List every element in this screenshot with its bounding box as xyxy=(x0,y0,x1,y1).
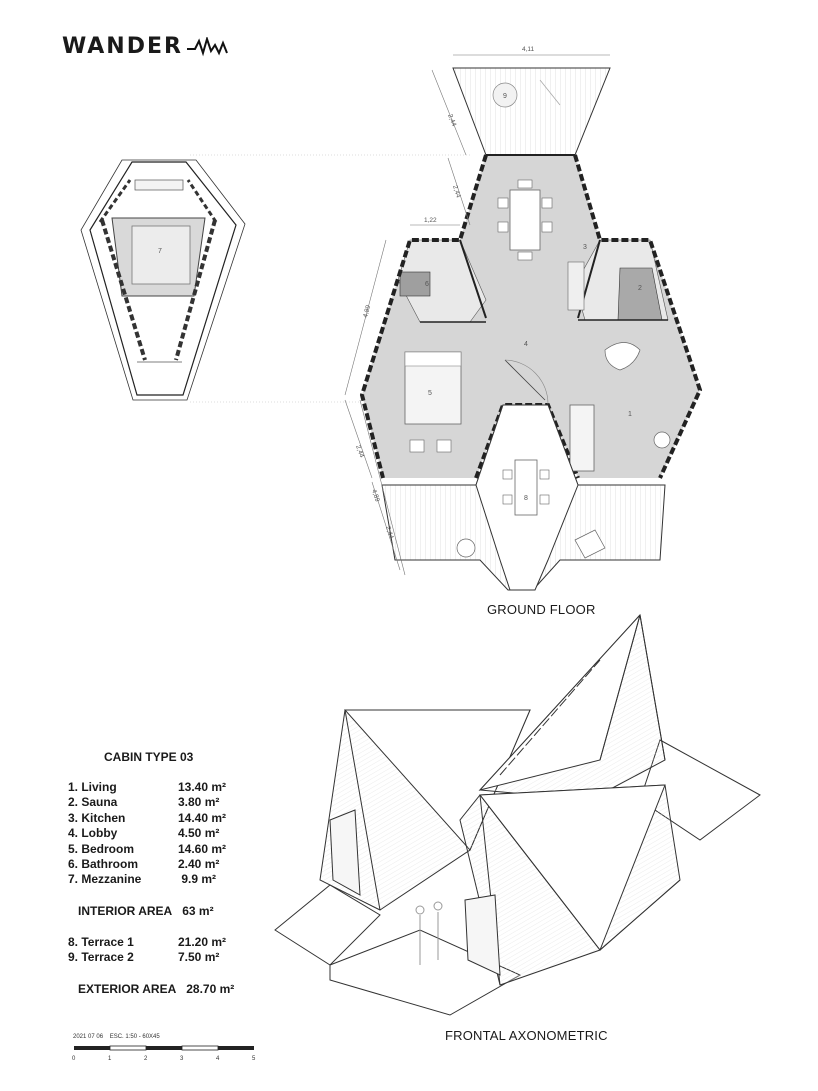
scale-tick: 1 xyxy=(108,1056,112,1062)
scale-tick: 0 xyxy=(72,1056,76,1062)
schedule-row xyxy=(68,826,219,840)
schedule-row xyxy=(68,857,219,871)
room-area: 3.80 m² xyxy=(178,795,220,809)
room-number-kitchen: 3 xyxy=(583,244,587,251)
room-name: 3. Kitchen xyxy=(68,811,126,825)
dimension-d4: 4,89 xyxy=(362,304,373,319)
scale-tick: 5 xyxy=(252,1056,256,1062)
scale-tick: 3 xyxy=(180,1056,184,1062)
interior-area-value: 63 m² xyxy=(182,904,214,918)
scale-info xyxy=(73,1034,160,1040)
exterior-area-summary xyxy=(78,982,234,996)
room-number-sauna: 2 xyxy=(638,285,642,292)
room-name: 2. Sauna xyxy=(68,795,118,809)
drawing-date: 2021 07 06 xyxy=(73,1034,104,1040)
room-area: 14.40 m² xyxy=(178,811,227,825)
dimension-top-width: 4,11 xyxy=(522,46,535,53)
room-number-terrace2: 9 xyxy=(503,93,507,100)
room-name: 5. Bedroom xyxy=(68,842,135,856)
ground-floor-plan xyxy=(345,55,700,590)
scale-bar xyxy=(72,1043,267,1063)
room-area: 9.9 m² xyxy=(178,872,217,886)
scale-tick: 4 xyxy=(216,1056,220,1062)
dimension-d5: 2,44 xyxy=(354,444,366,459)
room-number-terrace1: 8 xyxy=(524,495,528,502)
axonometric-drawing xyxy=(275,615,760,1015)
schedule-row xyxy=(68,780,226,794)
room-area: 14.60 m² xyxy=(178,842,227,856)
terrace-area: 7.50 m² xyxy=(178,950,220,964)
dimension-d7: 2,44 xyxy=(384,525,395,540)
terrace-name: 9. Terrace 2 xyxy=(68,950,134,964)
dimension-d3: 1,22 xyxy=(424,217,437,224)
room-number-lobby: 4 xyxy=(524,341,528,348)
axonometric-caption: FRONTAL AXONOMETRIC xyxy=(445,1028,608,1043)
interior-area-label: INTERIOR AREA xyxy=(78,904,173,918)
mezzanine-plan xyxy=(81,160,245,400)
dimension-d2: 2,44 xyxy=(451,184,462,199)
room-area: 2.40 m² xyxy=(178,857,220,871)
schedule-row xyxy=(68,795,219,809)
room-name: 7. Mezzanine xyxy=(68,872,142,886)
schedule-title: CABIN TYPE 03 xyxy=(104,750,194,764)
room-number-bedroom: 5 xyxy=(428,390,432,397)
room-name: 6. Bathroom xyxy=(68,857,139,871)
scale-tick: 2 xyxy=(144,1056,148,1062)
ground-floor-caption: GROUND FLOOR xyxy=(487,602,596,617)
room-name: 4. Lobby xyxy=(68,826,118,840)
room-area: 4.50 m² xyxy=(178,826,220,840)
terrace-area: 21.20 m² xyxy=(178,935,227,949)
terrace-name: 8. Terrace 1 xyxy=(68,935,134,949)
schedule-row xyxy=(68,950,219,964)
dimension-d6: 4,89 xyxy=(370,488,381,503)
dimension-d1: 2,44 xyxy=(446,113,458,128)
room-name: 1. Living xyxy=(68,780,117,794)
schedule-row xyxy=(68,811,226,825)
interior-area-summary xyxy=(78,904,214,918)
room-number-bathroom: 6 xyxy=(425,281,429,288)
exterior-area-label: EXTERIOR AREA xyxy=(78,982,177,996)
schedule-row xyxy=(68,842,226,856)
scale-ratio: ESC. 1:50 - 60X45 xyxy=(109,1034,160,1040)
schedule-row xyxy=(68,935,226,949)
room-number-living: 1 xyxy=(628,411,632,418)
room-number-mezzanine: 7 xyxy=(158,248,162,255)
room-area: 13.40 m² xyxy=(178,780,227,794)
exterior-area-value: 28.70 m² xyxy=(186,982,235,996)
brand-name: WANDER xyxy=(62,34,183,59)
schedule-row xyxy=(68,872,216,886)
